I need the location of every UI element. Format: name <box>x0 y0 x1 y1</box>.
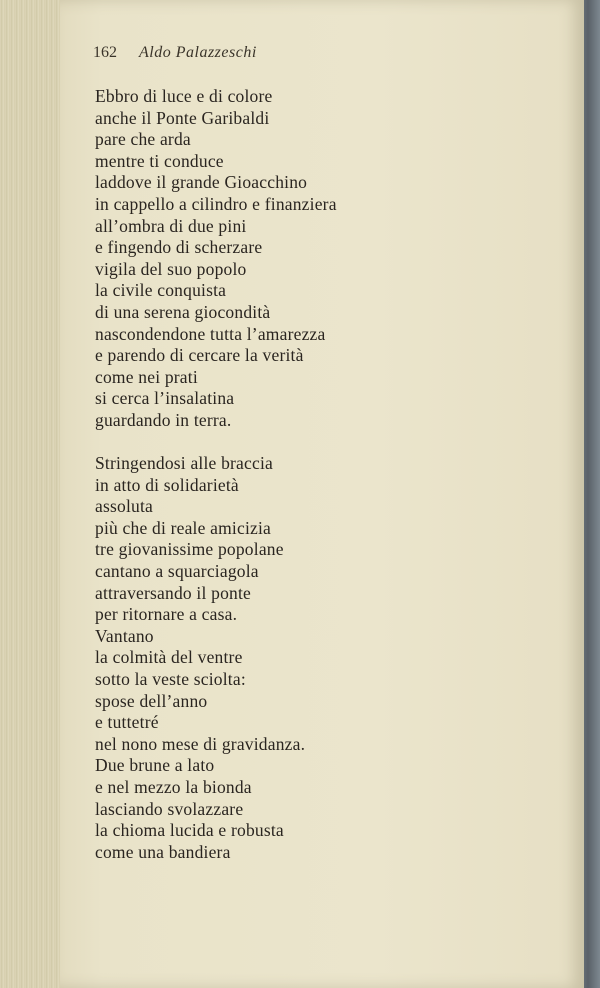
poem-line: sotto la veste sciolta: <box>95 669 246 690</box>
poem-line: per ritornare a casa. <box>95 604 238 625</box>
poem-line: pare che arda <box>95 129 191 150</box>
poem-line: cantano a squarciagola <box>95 561 259 582</box>
poem-line: di una serena giocondità <box>95 301 271 322</box>
poem-line: all’ombra di due pini <box>95 215 247 236</box>
poem-line: la colmità del ventre <box>95 647 243 668</box>
poem-line: mentre ti conduce <box>95 150 224 171</box>
poem-line: e fingendo di scherzare <box>95 237 263 258</box>
poem-line: nel nono mese di gravidanza. <box>95 733 306 754</box>
poem-line: Due brune a lato <box>95 755 215 776</box>
poem-line: più che di reale amicizia <box>95 517 272 538</box>
running-head-author: Aldo Palazzeschi <box>139 44 257 61</box>
poem-line: Ebbro di luce e di colore <box>95 86 273 106</box>
poem-line: laddove il grande Gioacchino <box>95 172 308 193</box>
poem-line: lasciando svolazzare <box>95 798 244 819</box>
page-number: 162 <box>93 44 117 61</box>
poem-line: anche il Ponte Garibaldi <box>95 107 270 128</box>
poem-line: guardando in terra. <box>95 409 232 430</box>
poem-line: come una bandiera <box>95 841 231 862</box>
poem-line: come nei prati <box>95 366 198 387</box>
poem-line: Vantano <box>95 625 154 646</box>
poem-line: e tuttetré <box>95 712 159 733</box>
poem-line: la civile conquista <box>95 280 227 301</box>
poem-line: in cappello a cilindro e finanziera <box>95 193 337 214</box>
poem-text <box>95 86 337 863</box>
page-edges <box>0 0 64 988</box>
poem-line: si cerca l’insalatina <box>95 388 235 409</box>
poem-line: attraversando il ponte <box>95 582 252 603</box>
poem-line: nascondendone tutta l’amarezza <box>95 323 326 344</box>
poem-line: e nel mezzo la bionda <box>95 777 252 797</box>
poem-line: assoluta <box>95 496 153 517</box>
poem-line: tre giovanissime popolane <box>95 539 284 560</box>
poem-line: la chioma lucida e robusta <box>95 820 284 841</box>
poem-line: vigila del suo popolo <box>95 258 247 279</box>
poem-line: e parendo di cercare la verità <box>95 345 304 366</box>
poem-line: in atto di solidarietà <box>95 474 239 495</box>
stanza-2 <box>95 453 337 863</box>
poem-line: spose dell’anno <box>95 690 208 711</box>
stanza-1 <box>95 86 337 432</box>
poem-line: Stringendosi alle braccia <box>95 453 273 474</box>
running-header <box>93 44 257 62</box>
